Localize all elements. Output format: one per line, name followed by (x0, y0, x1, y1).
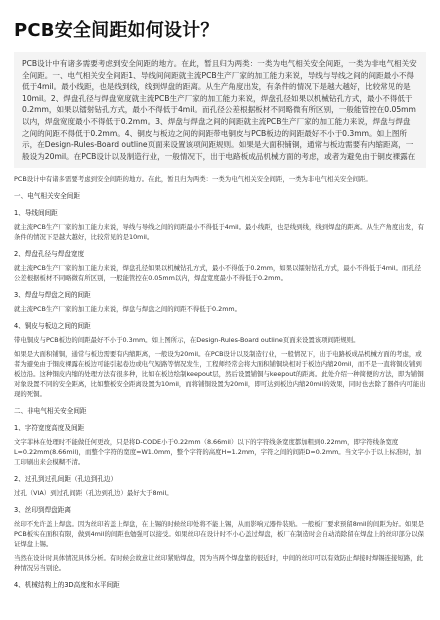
section-heading: 1、导线间间距 (14, 209, 58, 218)
section-heading: 2、过孔到过孔间距（孔边到孔边） (14, 475, 118, 484)
summary-box: PCB设计中有诸多需要考虑到安全间距的地方。在此，暂且归为两类：一类为电气相关安全间距，一类为非电气相关安全间距。一、电气相关安全间距1、导线间间距就主流PCB生产厂家的加工能力来说，导线与导线之间的间距最小不得低于4mil。最小线距，也是线到线，线到焊盘的距离。从生产角度出发，有条件的情况下是越大越好，比较常见的是10mil。2、焊盘孔径与焊盘宽度就主流PCB生产厂家的加工能力来说，焊盘孔径如果以机械钻孔方式，最小不得低于0.2mm，如果以镭射钻孔方式，最小不得低于4mil。而孔径公差根据板材不同略微有所区别，一般能管控在0.05mm以内，焊盘宽度最小不得低于0.2mm。3、焊盘与焊盘之间的间距就主流PCB生产厂家的加工能力来说，焊盘与焊盘之间的间距不得低于0.2mm。4、铜皮与板边之间的间距带电铜皮与PCB板边的间距最好不小于0.3mm。如上图所示，在Design-Rules-Board outline页面来设置该项间距规则。如果是大面积铺铜，通常与板边需要有内缩距离，一般设为20mil。在PCB设计以及制造行业，一般情况下，出于电路板成品机械方面的考虑，或者为避免由于铜皮裸露在 (14, 52, 426, 168)
paragraph: PCB设计中有诸多需要考虑到安全间距的地方。在此，暂且归为两类：一类为电气相关安全间距，一类为非电气相关安全间距。 (14, 175, 372, 184)
section-heading: 2、焊盘孔径与焊盘宽度 (14, 250, 85, 259)
paragraph: 如果是大面积铺铜，通常与板边需要有内缩距离，一般设为20mil。在PCB设计以及制造行业，一般情况下，出于电路板成品机械方面的考虑，或者为避免由于铜皮裸露在板边可能引起卷边或电气短路等情况发生，工程师经常会将大面积铺铜块相对于板边内缩20mil，而不是一直将铜皮铺到板边沿。这种铜皮内缩的处理方法有很多种，比如在板边绘制keepout层，然后设置铺铜与keepout的距离。此处介绍一种简便的方法，即为铺铜对象设置不同的安全距离，比如整板安全距离设置为10mil，而将铺铜设置为20mil，即可达到板边内缩20mil的效果，同时也去除了器件内可能出现的死铜。 (14, 350, 426, 399)
section-heading: 4、机械结构上的3D高度和水平间距 (14, 581, 120, 590)
section-heading: 3、丝印到焊盘距离 (14, 506, 71, 515)
section-heading: 二、非电气相关安全间距 (14, 407, 87, 416)
section-heading: 一、电气相关安全间距 (14, 192, 80, 201)
paragraph: 过孔（VIA）到过孔间距（孔边到孔边）最好大于8mil。 (14, 489, 173, 498)
section-heading: 4、铜皮与板边之间的间距 (14, 322, 91, 331)
document-body (14, 174, 426, 590)
paragraph: 丝印不允许盖上焊盘。因为丝印若盖上焊盘，在上锡的时候丝印处将不能上锡，从而影响元器件装贴。一般板厂要求预留8mil的间距为好。如果是PCB板实在面积有限，做到4mil的间距也勉强可以接受。如果丝印在设计时不小心盖过焊盘，板厂在制造时会自动消除留在焊盘上的丝印部分以保证焊盘上锡。 (14, 520, 425, 549)
paragraph: 就主流PCB生产厂家的加工能力来说，焊盘与焊盘之间的间距不得低于0.2mm。 (14, 305, 242, 314)
paragraph: 文字菲林在处理时不能做任何更改，只是将D-CODE小于0.22mm（8.66mil）以下的字符线条宽度都加粗到0.22mm，即字符线条宽度L=0.22mm(8.66mil)，而整个字符的宽度=W1.0mm，整个字符的高度H=1.2mm，字符之间的间距D=0.2mm。当文字小于以上标准时，加工印刷出来会模糊不清。 (14, 438, 422, 467)
page-title: PCB安全间距如何设计？ (14, 20, 219, 41)
paragraph: 带电铜皮与PCB板边的间距最好不小于0.3mm。如上图所示，在Design-Rules-Board outline页面来设置该项间距规则。 (14, 336, 360, 345)
paragraph: 当然在设计时具体情况具体分析。有时候会故意让丝印紧贴焊盘，因为当两个焊盘靠的很近时，中间的丝印可以有效防止焊接时焊锡连接短路，此种情况另当别论。 (14, 554, 423, 573)
paragraph: 就主流PCB生产厂家的加工能力来说，导线与导线之间的间距最小不得低于4mil。最小线距，也是线到线，线到焊盘的距离。从生产角度出发，有条件的情况下是越大越好，比较常见的是10mil。 (14, 223, 424, 242)
section-heading: 1、字符宽度高度及间距 (14, 424, 85, 433)
section-heading: 3、焊盘与焊盘之间的间距 (14, 291, 91, 300)
paragraph: 就主流PCB生产厂家的加工能力来说，焊盘孔径如果以机械钻孔方式，最小不得低于0.2mm，如果以镭射钻孔方式，最小不得低于4mil。而孔径公差根据板材不同略微有所区别，一般能管控在0.05mm以内，焊盘宽度最小不得低于0.2mm。 (14, 264, 422, 283)
